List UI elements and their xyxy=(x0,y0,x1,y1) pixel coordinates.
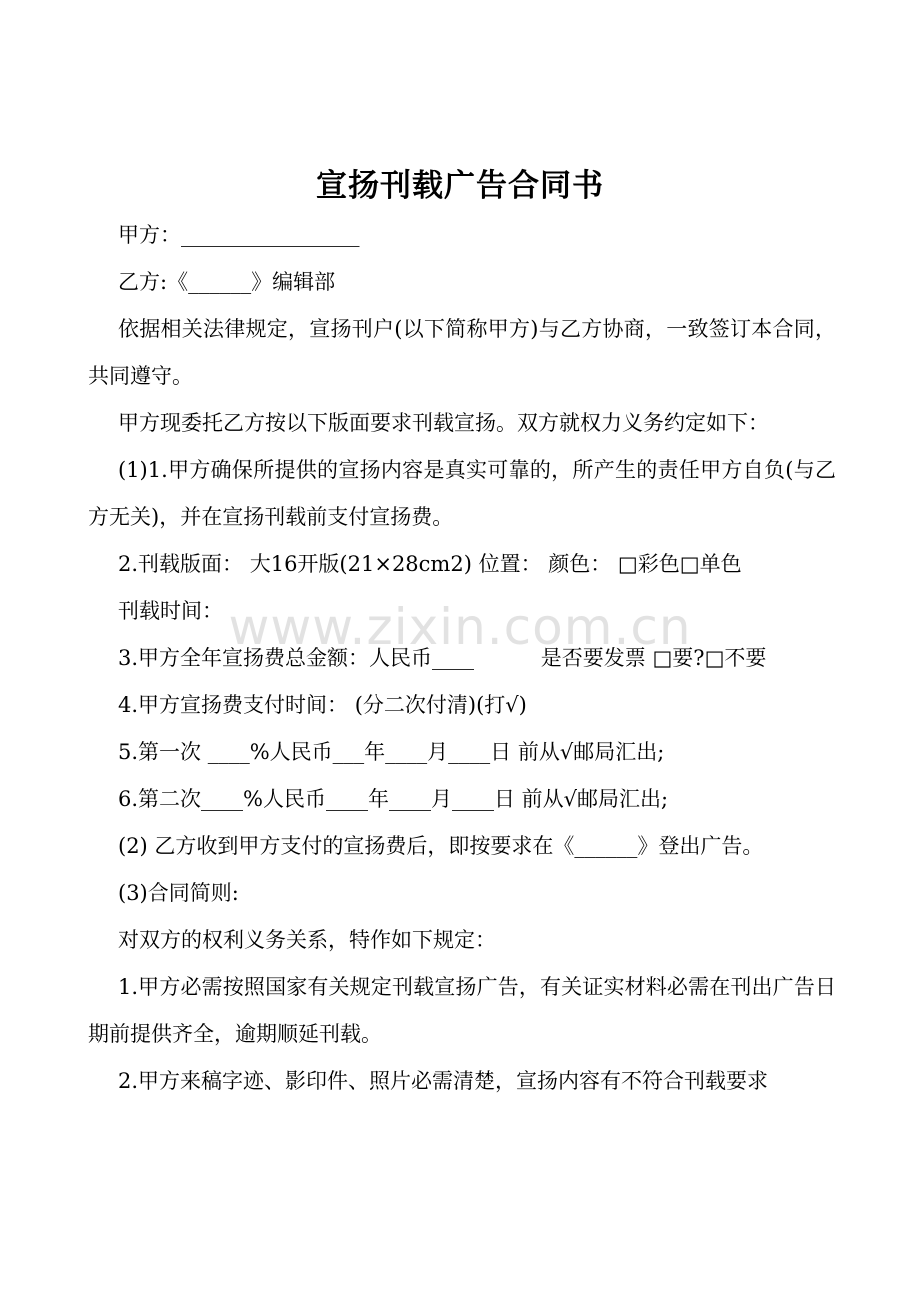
document-body xyxy=(88,212,836,1105)
clause-1-3: 3.甲方全年宣扬费总金额：人民币____ 是否要发票 □要?□不要 xyxy=(118,646,767,670)
clause-1-2: 2.刊载版面： 大16开版(21×28cm2) 位置： 颜色： □彩色□单色 xyxy=(118,552,742,576)
rule-1: 1.甲方必需按照国家有关规定刊载宣扬广告，有关证实材料必需在刊出广告日期前提供齐全，逾期顺延刊载。 xyxy=(88,975,836,1046)
intro-paragraph: 依据相关法律规定，宣扬刊户(以下简称甲方)与乙方协商，一致签订本合同，共同遵守。 xyxy=(88,317,836,388)
agreement-paragraph: 甲方现委托乙方按以下版面要求刊载宣扬。双方就权力义务约定如下： xyxy=(118,411,769,435)
party-a-line: 甲方：_________________ xyxy=(118,223,360,247)
clause-1-5: 5.第一次 ____%人民币___年____月____日 前从√邮局汇出; xyxy=(118,740,665,764)
watermark: www.zixin.com.cn xyxy=(228,598,692,656)
publish-time-line: 刊载时间： xyxy=(118,599,223,623)
clause-1-1: (1)1.甲方确保所提供的宣扬内容是真实可靠的，所产生的责任甲方自负(与乙方无关)，并在宣扬刊载前支付宣扬费。 xyxy=(88,458,836,529)
clause-1-4: 4.甲方宣扬费支付时间： (分二次付清)(打√) xyxy=(118,693,527,717)
clause-1-6: 6.第二次____%人民币____年____月____日 前从√邮局汇出; xyxy=(118,787,669,811)
clause-2: (2) 乙方收到甲方支付的宣扬费后，即按要求在《______》登出广告。 xyxy=(118,834,764,858)
party-b-line: 乙方:《______》编辑部 xyxy=(118,270,336,294)
document-title: 宣扬刊载广告合同书 xyxy=(316,168,604,204)
clause-3-heading: (3)合同简则: xyxy=(118,881,239,905)
rules-intro: 对双方的权利义务关系，特作如下规定： xyxy=(118,928,496,952)
rule-2: 2.甲方来稿字迹、影印件、照片必需清楚，宣扬内容有不符合刊载要求 xyxy=(118,1069,769,1093)
